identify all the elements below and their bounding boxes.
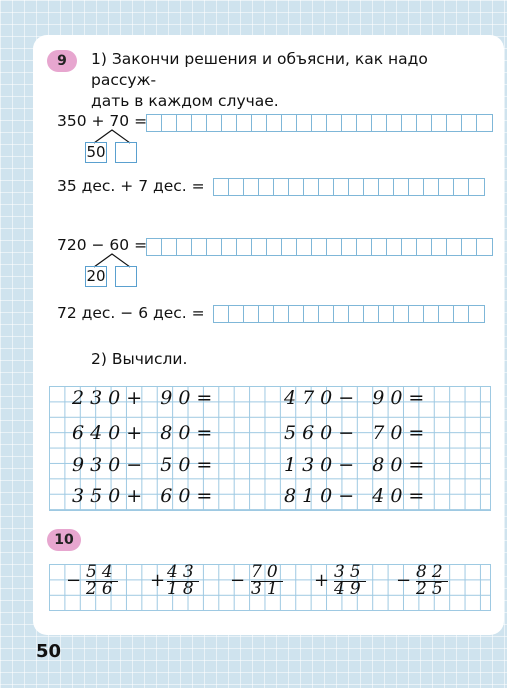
col-1-sign: − xyxy=(66,570,82,591)
expression-1: 350 + 70 = xyxy=(57,112,148,130)
task-9-number: 9 xyxy=(57,53,67,69)
col-1-bottom: 26 xyxy=(86,579,118,599)
page-number: 50 xyxy=(36,641,62,662)
calc-right-1: 470− 90= xyxy=(284,387,431,409)
expression-2: 35 дес. + 7 дес. = xyxy=(57,177,205,195)
decomposition-box-empty-1[interactable] xyxy=(115,142,137,163)
col-3-top: 70 xyxy=(251,562,283,582)
col-4-sign: + xyxy=(314,570,330,591)
col-5-sign: − xyxy=(396,570,412,591)
col-2-sign: + xyxy=(150,570,166,591)
col-3 xyxy=(251,562,283,599)
col-2 xyxy=(167,562,199,599)
calc-right-4: 810− 40= xyxy=(284,485,431,507)
task-9-badge xyxy=(47,50,77,72)
instruction-line-1: 1) Закончи решения и объясни, как надо рассуж- xyxy=(91,50,428,89)
calc-left-3: 930− 50= xyxy=(72,454,219,476)
col-3-bottom: 31 xyxy=(251,579,283,599)
decomposition-box-filled-1: 50 xyxy=(86,143,106,161)
expression-3: 720 − 60 = xyxy=(57,236,148,254)
answer-cells-1[interactable] xyxy=(146,114,493,132)
col-1 xyxy=(86,562,118,599)
instruction-line-2: дать в каждом случае. xyxy=(91,92,279,110)
col-4-bottom: 49 xyxy=(334,579,366,599)
decomposition-box-empty-2[interactable] xyxy=(115,266,137,287)
col-1-top: 54 xyxy=(86,562,118,582)
answer-cells-4[interactable] xyxy=(213,305,485,323)
col-2-bottom: 18 xyxy=(167,579,199,599)
col-3-sign: − xyxy=(230,570,246,591)
decomposition-box-filled-2: 20 xyxy=(86,267,106,285)
part-2-instruction: 2) Вычисли. xyxy=(91,350,188,368)
col-4-top: 35 xyxy=(334,562,366,582)
calc-right-3: 130− 80= xyxy=(284,454,431,476)
col-5-bottom: 25 xyxy=(416,579,448,599)
col-5-top: 82 xyxy=(416,562,448,582)
col-2-top: 43 xyxy=(167,562,199,582)
col-4 xyxy=(334,562,366,599)
calc-left-2: 640+ 80= xyxy=(72,422,219,444)
calc-left-1: 230+ 90= xyxy=(72,387,219,409)
expression-4: 72 дес. − 6 дес. = xyxy=(57,304,205,322)
calc-right-2: 560− 70= xyxy=(284,422,431,444)
task-10-badge xyxy=(47,529,81,551)
calc-left-4: 350+ 60= xyxy=(72,485,219,507)
task-10-number: 10 xyxy=(54,532,74,548)
answer-cells-2[interactable] xyxy=(213,178,485,196)
answer-cells-3[interactable] xyxy=(146,238,493,256)
task-9-instruction xyxy=(91,49,491,112)
col-5 xyxy=(416,562,448,599)
